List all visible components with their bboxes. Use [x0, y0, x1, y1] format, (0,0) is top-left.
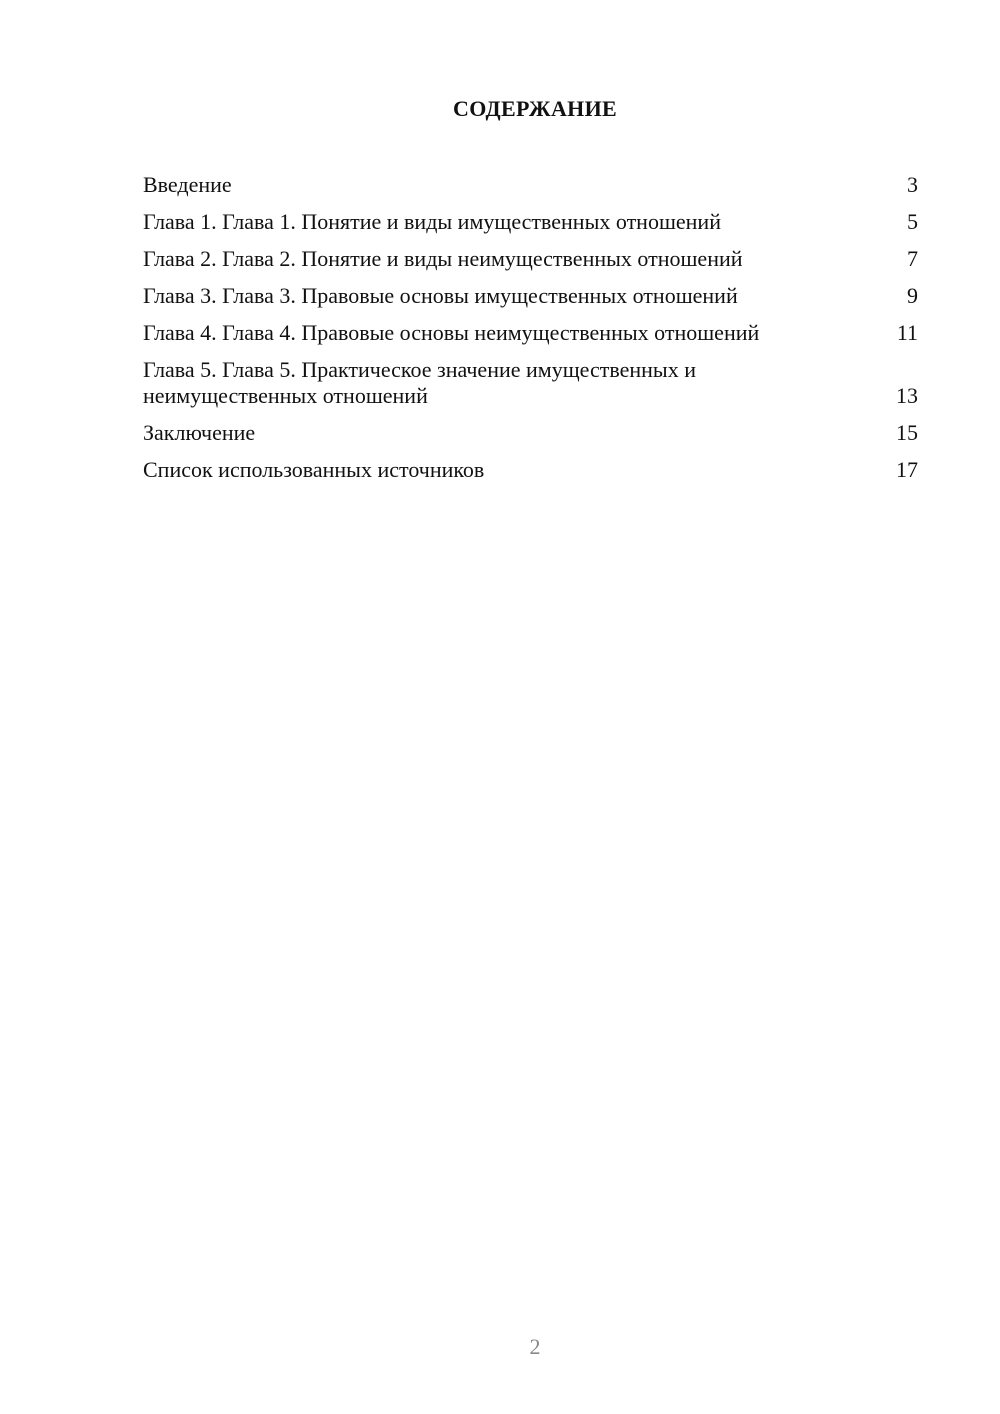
toc-entry-conclusion[interactable] — [143, 420, 918, 446]
toc-entry-title: Список использованных источников — [143, 457, 485, 482]
toc-entry-title: Глава 2. Глава 2. Понятие и виды неимущественных отношений — [143, 246, 743, 271]
toc-entry-title: Глава 5. Глава 5. Практическое значение имущественных и неимущественных отношений — [143, 357, 696, 408]
toc-entry-chapter-2[interactable] — [143, 246, 918, 272]
page-title: СОДЕРЖАНИЕ — [453, 96, 617, 121]
toc-entry-page: 13 — [896, 383, 918, 408]
toc-entry-page: 9 — [907, 283, 918, 308]
toc-entry-chapter-1[interactable] — [143, 209, 918, 235]
toc-entry-title: Глава 1. Глава 1. Понятие и виды имущественных отношений — [143, 209, 721, 234]
toc-entry-page: 3 — [907, 172, 918, 197]
toc-entry-chapter-4[interactable] — [143, 320, 918, 346]
toc-entry-chapter-5[interactable] — [143, 357, 918, 409]
toc-entry-page: 17 — [896, 457, 918, 482]
page-number: 2 — [529, 1334, 541, 1359]
toc-entry-references[interactable] — [143, 457, 918, 483]
toc-entry-introduction[interactable] — [143, 172, 918, 198]
toc-entry-title: Глава 3. Глава 3. Правовые основы имущественных отношений — [143, 283, 738, 308]
toc-entry-title: Глава 4. Глава 4. Правовые основы неимущественных отношений — [143, 320, 760, 345]
toc-entry-page: 15 — [896, 420, 918, 445]
toc-entry-page: 5 — [907, 209, 918, 234]
toc-entry-page: 11 — [896, 320, 918, 345]
toc-entry-page: 7 — [907, 246, 918, 271]
toc-entry-chapter-3[interactable] — [143, 283, 918, 309]
table-of-contents — [143, 172, 918, 494]
toc-entry-title: Заключение — [143, 420, 256, 445]
toc-entry-title: Введение — [143, 172, 232, 197]
